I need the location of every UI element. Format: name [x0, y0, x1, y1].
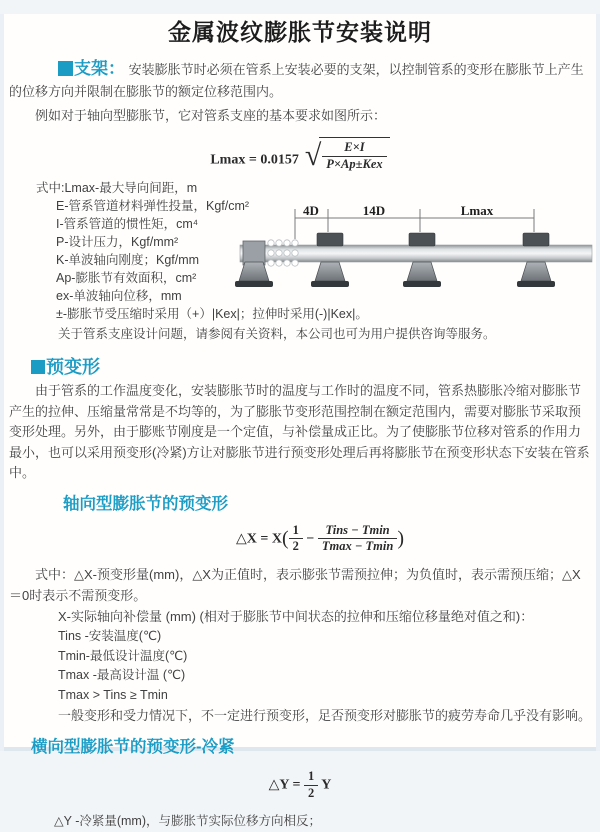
guide-spacing-formula [9, 137, 591, 172]
temp-item: Tmin-最低设计温度(℃) [58, 648, 188, 663]
definition-item: ex-单波轴向位移，mm [56, 289, 182, 304]
formula-denominator: 2 [307, 785, 315, 800]
page-title: 金属波纹膨胀节安装说明 [168, 19, 432, 45]
formula-lhs: △X = X [235, 531, 282, 547]
temp-item: Tins -安装温度(℃) [58, 629, 162, 643]
definition-item: I-管系管道的惯性矩，cm⁴ [56, 217, 199, 232]
axial-where-line1: 式中：△X-预变形量(mm)，△X为正值时，表示膨张节需预拉伸；为负值时，表示需预压缩；△X＝0时表示不需预变形。 [9, 567, 581, 603]
definition-item: Ap-膨胀节有效面积，cm² [56, 271, 197, 286]
formula-lhs: △Y = [268, 777, 301, 793]
definition-item: P-设计压力，Kgf/mm² [56, 235, 179, 250]
sqrt-radical [305, 137, 390, 172]
document-page [0, 14, 600, 829]
lateral-preform-formula [9, 769, 591, 801]
axial-general-note: 一般变形和受力情况下，不一定进行预变形，足否预变形对膨胀节的疲劳寿命几乎没有影响。 [58, 708, 592, 723]
support-note: 关于管系支座设计问题，请参阅有关资料，本公司也可为用户提供咨询等服务。 [58, 327, 496, 342]
section-marker-icon [31, 360, 45, 374]
definition-item: K-单波轴向刚度；Kgf/mm [56, 253, 200, 268]
temp-item: Tmax -最高设计温 (℃) [58, 668, 186, 682]
dim-label-4d: 4D [303, 203, 319, 218]
formula-denominator: 2 [292, 539, 299, 554]
preform-heading-label: 预变形 [46, 357, 100, 378]
axial-subsection-heading: 轴向型膨胀节的预变形 [63, 494, 228, 513]
formula-denominator: P×Ap±Kex [326, 156, 383, 171]
sqrt-sign-icon: √ [304, 138, 322, 172]
support-example-line: 例如对于轴向型膨胀节，它对管系支座的基本要求如图所示： [35, 108, 387, 123]
dim-label-lmax: Lmax [460, 203, 494, 218]
definition-item: ±-膨胀节受压缩时采用（+）|Kex|；拉伸时采用(-)|Kex|。 [56, 307, 368, 322]
definitions-lead: 式中:Lmax-最大导向间距，m [36, 181, 198, 196]
formula-numerator: E×I [322, 140, 386, 157]
minus-sign: − [306, 531, 315, 547]
support-intro-paragraph [9, 58, 591, 103]
pipe-support [235, 262, 273, 287]
temperature-definitions [9, 627, 591, 705]
formula-lhs: Lmax = 0.0157 [210, 152, 299, 168]
formula-numerator: 1 [304, 769, 318, 786]
lateral-note: △Y -冷紧量(mm)，与膨胀节实际位移方向相反； [54, 814, 322, 829]
formula-numerator: 1 [289, 523, 303, 540]
pipe-support-diagram [240, 205, 598, 303]
formula-numerator: Tins − Tmin [318, 523, 397, 540]
anchor-block [243, 241, 265, 265]
support-intro-text: 安装膨胀节时必须在管系上安装必要的支架，以控制管系的变形在膨胀节上产生的位移方向并限制在膨胀节的额定位移范围内。 [9, 62, 584, 99]
temp-item: Tmax > Tins ≥ Tmin [58, 687, 168, 702]
open-paren: ( [281, 527, 289, 550]
preform-paragraph: 由于管系的工作温度变化，安装膨胀节时的温度与工作时的温度不同，管系热膨胀冷缩对膨胀节产生的拉伸、压缩量常常是不均等的，为了膨胀节变形范围控制在额定范围内，需要对膨胀节采取预变形处理。另外，由于膨账节刚度是一个定值，与补偿量成正比。为了使膨胀节位移对管系的作用力最小，也可以采用预变形(冷紧)方让对膨胀节进行预变形处理后再将膨胀节在预变形状态下安装在管系中。 [9, 383, 590, 481]
pipe-support-diagram-svg [240, 205, 598, 303]
definition-item: E-管系管道材料弹性投量，Kgf/cm² [56, 199, 250, 214]
preform-section-heading [31, 353, 591, 379]
lateral-subsection-heading: 横向型膨胀节的预变形-冷紧 [31, 738, 235, 756]
axial-preform-formula [9, 523, 591, 555]
formula-denominator: Tmax − Tmin [321, 539, 394, 554]
dim-label-14d: 14D [362, 203, 386, 218]
formula-rhs: Y [321, 777, 332, 793]
support-heading-label: 支架： [74, 59, 125, 78]
axial-where-line2: X-实际轴向补偿量 (mm) (相对于膨胀节中间状态的拉伸和压缩位移量绝对值之和)： [58, 609, 534, 624]
support-section-heading [58, 59, 125, 78]
section-marker-icon [58, 61, 73, 76]
close-paren: ) [397, 527, 404, 550]
